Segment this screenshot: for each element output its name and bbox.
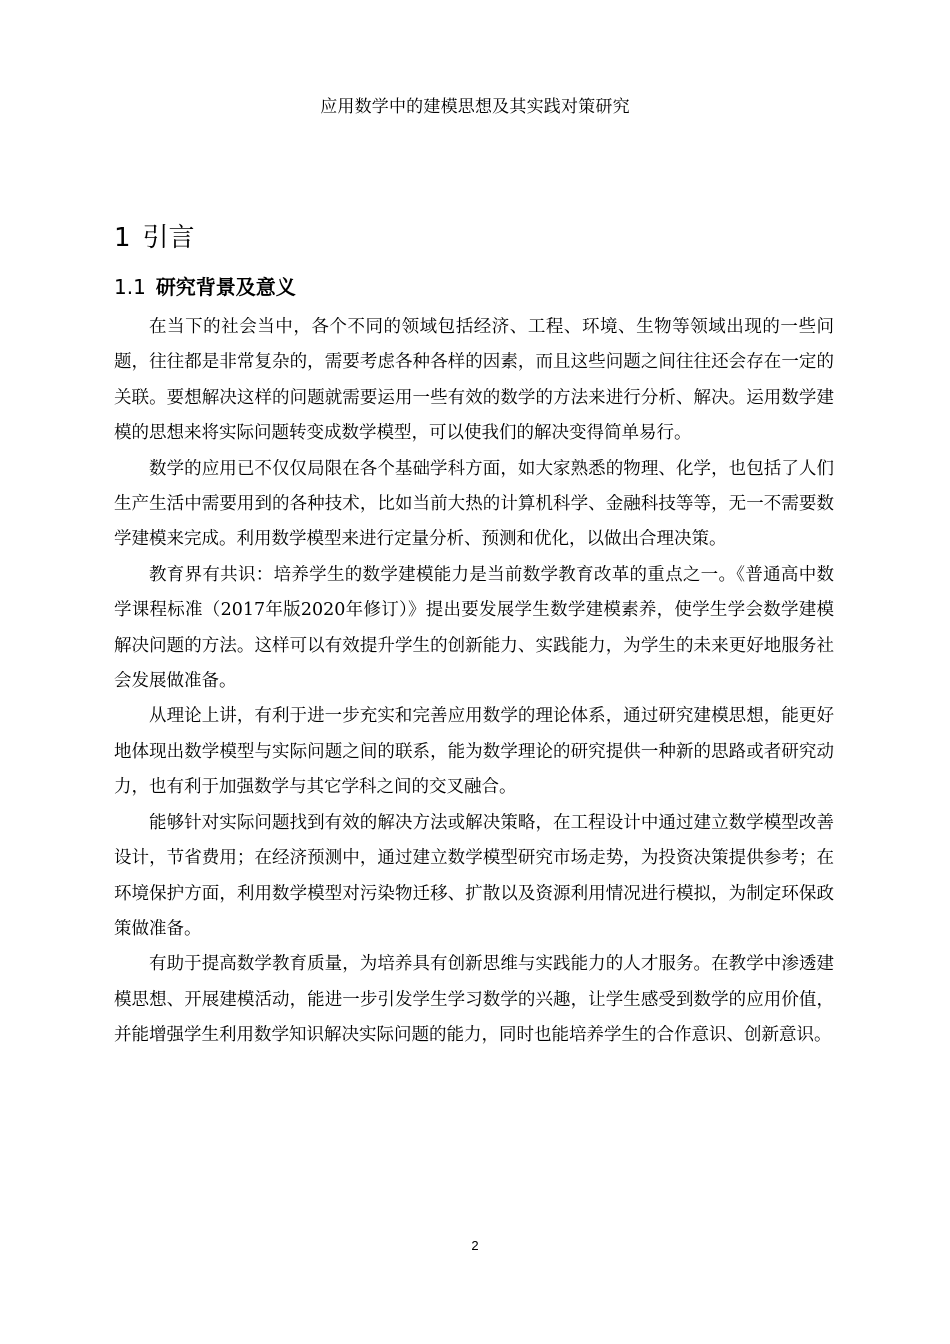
paragraph-1: 在当下的社会当中，各个不同的领域包括经济、工程、环境、生物等领域出现的一些问题，往往都是非常复杂的，需要考虑各种各样的因素，而且这些问题之间往往还会存在一定的关联。要想解决这样的问题就需要运用一些有效的数学的方法来进行分析、解决。运用数学建模的思想来将实际问题转变成数学模型，可以使我们的解决变得简单易行。 [114,317,834,444]
paragraph-4: 从理论上讲，有利于进一步充实和完善应用数学的理论体系，通过研究建模思想，能更好地体现出数学模型与实际问题之间的联系，能为数学理论的研究提供一种新的思路或者研究动力，也有利于加强数学与其它学科之间的交叉融合。 [114,706,834,798]
section-heading [114,221,195,255]
section-number: 1 [114,223,131,253]
body-text [114,310,834,1054]
subsection-heading [114,272,296,302]
paragraph-3: 教育界有共识：培养学生的数学建模能力是当前数学教育改革的重点之一。《普通高中数学课程标准（2017年版2020年修订）》提出要发展学生数学建模素养，使学生学会数学建模解决问题的方法。这样可以有效提升学生的创新能力、实践能力，为学生的未来更好地服务社会发展做准备。 [114,564,834,692]
page-number: 2 [471,1238,479,1253]
paragraph-6: 有助于提高数学教育质量，为培养具有创新思维与实践能力的人才服务。在教学中渗透建模思想、开展建模活动，能进一步引发学生学习数学的兴趣，让学生感受到数学的应用价值，并能增强学生利用数学知识解决实际问题的能力，同时也能培养学生的合作意识、创新意识。 [114,954,834,1046]
running-header: 应用数学中的建模思想及其实践对策研究 [320,97,630,117]
paragraph-2: 数学的应用已不仅仅局限在各个基础学科方面，如大家熟悉的物理、化学，也包括了人们生产生活中需要用到的各种技术，比如当前大热的计算机科学、金融科技等等，无一不需要数学建模来完成。利用数学模型来进行定量分析、预测和优化，以做出合理决策。 [114,458,834,550]
subsection-number: 1.1 [114,275,146,299]
section-title: 引言 [142,223,195,253]
subsection-title: 研究背景及意义 [155,275,296,299]
paragraph-5: 能够针对实际问题找到有效的解决方法或解决策略，在工程设计中通过建立数学模型改善设计，节省费用；在经济预测中，通过建立数学模型研究市场走势，为投资决策提供参考；在环境保护方面，利用数学模型对污染物迁移、扩散以及资源利用情况进行模拟，为制定环保政策做准备。 [114,812,834,939]
